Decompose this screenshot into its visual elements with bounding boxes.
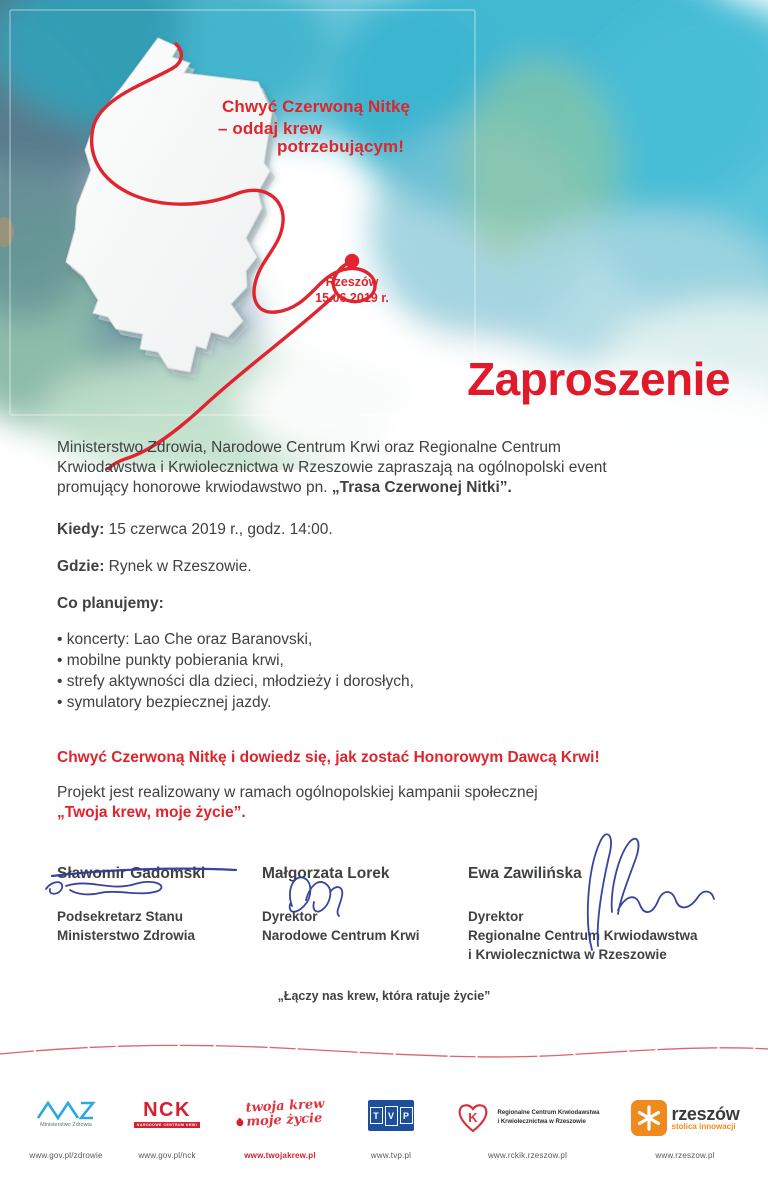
mz-caption: Ministerstwo Zdrowia [40, 1122, 92, 1128]
signer-role: Podsekretarz Stanu [57, 909, 184, 924]
where-value: Rynek w Rzeszowie. [104, 558, 252, 575]
logo-nck [126, 1100, 208, 1160]
cta-line: Chwyć Czerwoną Nitkę i dowiedz się, jak zostać Honorowym Dawcą Krwi! [57, 749, 600, 766]
intro-line1: Ministerstwo Zdrowia, Narodowe Centrum Krwi oraz Regionalne Centrum [57, 439, 561, 456]
heart-icon [455, 1100, 491, 1136]
twoja-krew-line2: moje życie [236, 1112, 323, 1130]
signer-role: Regionalne Centrum Krwiodawstwa [468, 928, 698, 943]
route-city-label: Rzeszów [325, 275, 379, 289]
signer-role: Dyrektor [468, 909, 524, 924]
rzeszow-snowflake-icon [631, 1100, 667, 1136]
signer-name: Małgorzata Lorek [262, 865, 390, 882]
blood-drop-icon [235, 1118, 245, 1128]
rzeszow-tagline: stolica innowacji [671, 1121, 736, 1131]
signer-name: Ewa Zawilińska [468, 865, 582, 882]
project-line1: Projekt jest realizowany w ramach ogólnopolskiej kampanii społecznej [57, 784, 538, 801]
route-destination-dot [345, 254, 359, 268]
hero-slogan-line1: Chwyć Czerwoną Nitkę [222, 97, 411, 116]
mz-url: www.gov.pl/zdrowie [29, 1151, 103, 1160]
rckik-name-line2: i Krwiolecznictwa w Rzeszowie [497, 1119, 586, 1125]
rckik-url: www.rckik.rzeszow.pl [487, 1151, 568, 1160]
intro-line3: promujący honorowe krwiodawstwo pn. „Trasa Czerwonej Nitki”. [57, 479, 512, 496]
where-label: Gdzie: [57, 558, 105, 575]
plans-list [57, 629, 414, 713]
plans-label: Co planujemy: [57, 595, 164, 612]
motto-quote: „Łączy nas krew, która ratuje życie” [277, 989, 491, 1003]
signature-block-gadomski [57, 864, 252, 945]
when-label: Kiedy: [57, 521, 105, 538]
nck-url: www.gov.pl/nck [138, 1151, 196, 1160]
plans-item: • mobilne punkty pobierania krwi, [57, 652, 284, 669]
signer-role: i Krwiolecznictwa w Rzeszowie [468, 947, 667, 962]
signature-block-zawilinska [468, 864, 718, 964]
where-line [57, 557, 252, 577]
project-paragraph [57, 783, 538, 823]
event-name: „Trasa Czerwonej Nitki”. [331, 479, 512, 496]
svg-text:K: K [468, 1110, 479, 1125]
logo-rckik [450, 1100, 605, 1160]
page-title: Zaproszenie [467, 353, 730, 405]
plans-item: • koncerty: Lao Che oraz Baranovski, [57, 631, 313, 648]
logo-ministerstwo-zdrowia [18, 1100, 114, 1160]
nck-wordmark: NCK [143, 1099, 191, 1121]
rzeszow-wordmark: rzeszów [671, 1103, 740, 1124]
signature-block-lorek [262, 864, 462, 945]
intro-line2: Krwiodawstwa i Krwiolecznictwa w Rzeszowie zapraszają na ogólnopolski event [57, 459, 607, 476]
twoja-krew-url: www.twojakrew.pl [244, 1151, 316, 1160]
tvp-url: www.tvp.pl [370, 1151, 412, 1160]
signer-role: Dyrektor [262, 909, 318, 924]
nck-subtitle-bar: NARODOWE CENTRUM KRWI [134, 1122, 200, 1128]
when-line [57, 520, 333, 540]
intro-paragraph [57, 438, 737, 498]
twoja-krew-line1: twoja krew [244, 1096, 325, 1116]
logo-rzeszow [620, 1100, 750, 1160]
tvp-icon: T V P [368, 1100, 414, 1131]
signer-role: Narodowe Centrum Krwi [262, 928, 420, 943]
rzeszow-url: www.rzeszow.pl [655, 1151, 715, 1160]
hero-slogan-line3: potrzebującym! [277, 137, 405, 156]
mz-zigzag-icon [36, 1100, 96, 1121]
when-value: 15 czerwca 2019 r., godz. 14:00. [104, 521, 333, 538]
logo-tvp [351, 1100, 431, 1160]
footer-divider-curve [0, 1020, 768, 1080]
route-date-label: 15.06.2019 r. [315, 291, 389, 305]
signer-name: Sławomir Gadomski [57, 865, 206, 882]
plans-item: • strefy aktywności dla dzieci, młodzieży i dorosłych, [57, 673, 414, 690]
plans-item: • symulatory bezpiecznej jazdy. [57, 694, 272, 711]
hero-slogan-line2: – oddaj krew [218, 119, 323, 138]
campaign-name: „Twoja krew, moje życie”. [57, 804, 246, 821]
signer-role: Ministerstwo Zdrowia [57, 928, 196, 943]
rckik-name-line1: Regionalne Centrum Krwiodawstwa [497, 1110, 600, 1116]
logo-twoja-krew [228, 1096, 332, 1160]
